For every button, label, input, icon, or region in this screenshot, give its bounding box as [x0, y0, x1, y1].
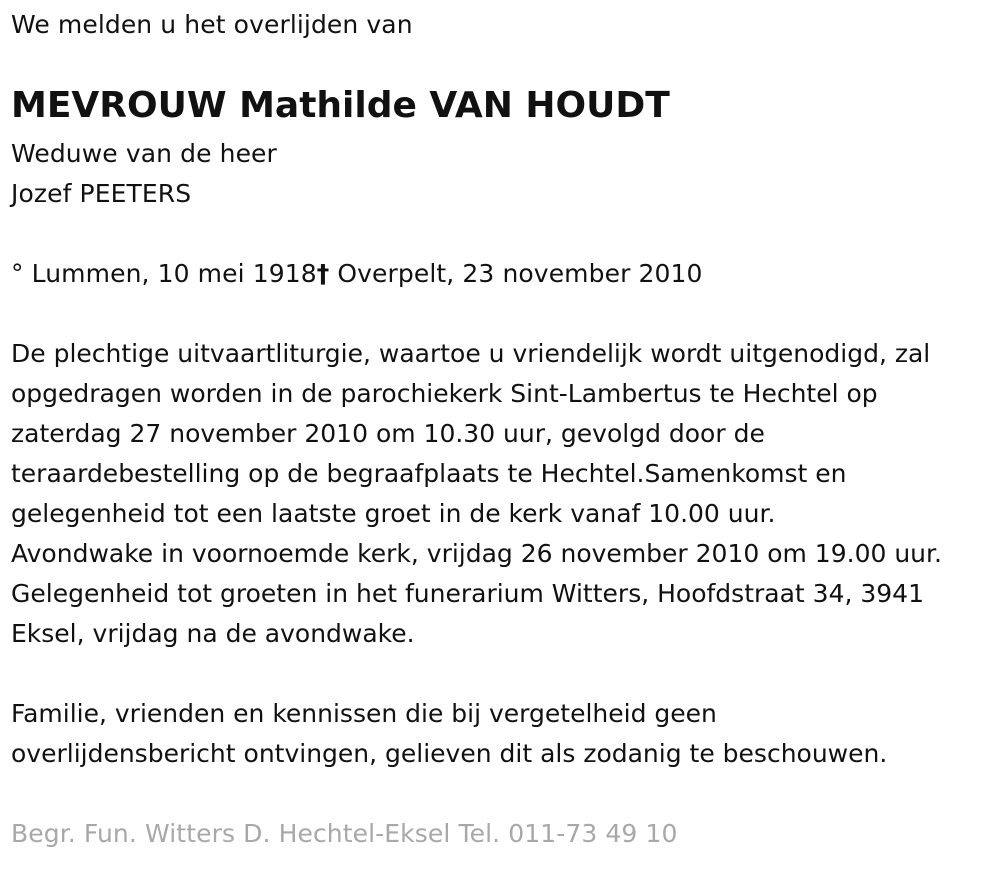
funeral-paragraph [11, 334, 996, 654]
paragraph-line: Gelegenheid tot groeten in het funerarium Witters, Hoofdstraat 34, 3941 [11, 579, 924, 608]
intro-text: We melden u het overlijden van [11, 10, 413, 39]
paragraph-line: Avondwake in voornoemde kerk, vrijdag 26 november 2010 om 19.00 uur. [11, 539, 942, 568]
paragraph-line: De plechtige uitvaartliturgie, waartoe u vriendelijk wordt uitgenodigd, zal [11, 339, 931, 368]
family-paragraph [11, 694, 996, 774]
paragraph-line: overlijdensbericht ontvingen, gelieven dit als zodanig te beschouwen. [11, 739, 888, 768]
dates-line [11, 254, 703, 294]
cross-icon: † [316, 259, 330, 288]
relation-line: Weduwe van de heer [11, 139, 277, 168]
paragraph-line: teraardebestelling op de begraafplaats te Hechtel.Samenkomst en [11, 459, 847, 488]
paragraph-line: Eksel, vrijdag na de avondwake. [11, 619, 415, 648]
spouse-name: Jozef PEETERS [11, 179, 192, 208]
death-info: Overpelt, 23 november 2010 [329, 259, 703, 288]
paragraph-line: Familie, vrienden en kennissen die bij vergetelheid geen [11, 699, 717, 728]
paragraph-line: gelegenheid tot een laatste groet in de kerk vanaf 10.00 uur. [11, 499, 776, 528]
paragraph-line: opgedragen worden in de parochiekerk Sint-Lambertus te Hechtel op [11, 379, 878, 408]
relation-block [11, 134, 277, 214]
paragraph-line: zaterdag 27 november 2010 om 10.30 uur, gevolgd door de [11, 419, 765, 448]
deceased-name: MEVROUW Mathilde VAN HOUDT [11, 85, 670, 126]
funeral-home-footer: Begr. Fun. Witters D. Hechtel-Eksel Tel. 011-73 49 10 [11, 819, 678, 848]
birth-info: ° Lummen, 10 mei 1918 [11, 259, 317, 288]
